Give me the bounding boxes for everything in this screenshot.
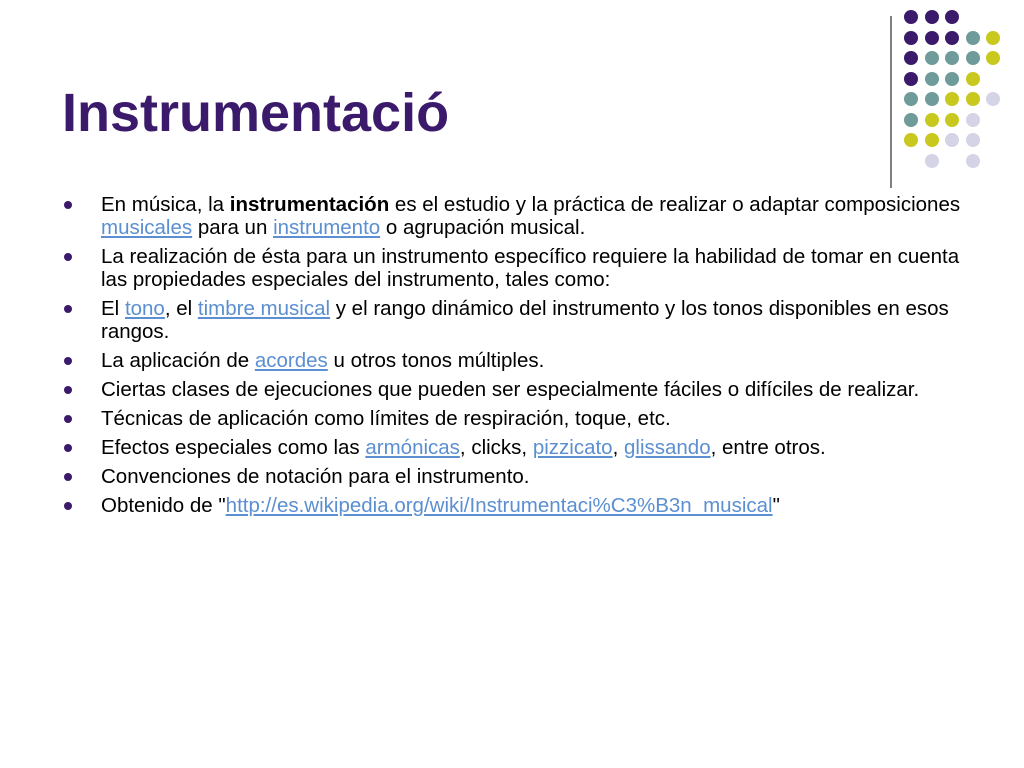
bullet-item [62,378,982,401]
decorative-dot-yellow [945,113,959,127]
decorative-dot-teal [966,31,980,45]
slide-title: Instrumentació [62,83,450,143]
bullet-text [101,245,959,291]
hyperlink[interactable]: pizzicato [532,436,613,459]
text-run: Técnicas de aplicación como límites de respiración, toque, etc. [101,407,671,430]
decorative-dot-lavender [966,154,980,168]
bullet-text [101,494,780,517]
decorative-dot-teal [925,92,939,106]
decorative-dot-yellow [966,92,980,106]
decorative-dot-yellow [986,31,1000,45]
decorative-dot-purple [945,10,959,24]
hyperlink[interactable]: musicales [101,216,193,239]
hyperlink[interactable]: tono [124,297,165,320]
vertical-divider [890,16,892,188]
decorative-dot-yellow [925,133,939,147]
bold-term: instrumentación [229,193,390,216]
bullet-text [101,349,544,372]
bullet-dot-icon [64,473,72,481]
bullet-text [101,297,949,343]
text-run: , entre otros. [710,436,826,459]
bullet-dot-icon [64,502,72,510]
hyperlink[interactable]: instrumento [273,216,381,239]
text-run: " [772,494,780,517]
bullet-dot-icon [64,253,72,261]
text-run: u otros tonos múltiples. [327,349,545,372]
text-run: para un [192,216,274,239]
decorative-dot-purple [925,31,939,45]
bullet-item [62,465,982,488]
decorative-dot-purple [904,31,918,45]
text-run: La aplicación de [101,349,255,372]
text-run: La realización de ésta para un instrumento específico requiere la habilidad de tomar en cuenta las propiedades especiales del instrumento, tales como: [101,245,960,291]
bullet-dot-icon [64,415,72,423]
decorative-dot-purple [904,51,918,65]
bullet-item [62,297,982,343]
hyperlink[interactable]: http://es.wikipedia.org/wiki/Instrumentaci%C3%B3n_musical [225,494,773,517]
text-run: es el estudio y la práctica de realizar o adaptar composiciones [389,193,961,216]
bullet-text [101,407,671,430]
bullet-dot-icon [64,305,72,313]
bullet-item [62,193,982,239]
bullet-item [62,494,982,517]
hyperlink[interactable]: timbre musical [197,297,331,320]
text-run: En música, la [101,193,230,216]
decorative-dot-yellow [925,113,939,127]
bullet-list [62,193,982,523]
text-run: o agrupación musical. [380,216,586,239]
decorative-dot-purple [904,72,918,86]
decorative-dot-lavender [945,133,959,147]
bullet-dot-icon [64,386,72,394]
decorative-dot-teal [945,72,959,86]
decorative-dot-teal [904,113,918,127]
bullet-dot-icon [64,201,72,209]
decorative-dot-yellow [966,72,980,86]
hyperlink[interactable]: acordes [254,349,328,372]
hyperlink[interactable]: armónicas [365,436,460,459]
text-run: , clicks, [459,436,533,459]
decorative-dot-yellow [986,51,1000,65]
text-run: y el rango dinámico del instrumento y los tonos disponibles en esos rangos. [101,297,949,343]
bullet-item [62,436,982,459]
bullet-text [101,378,919,401]
decorative-dot-purple [904,10,918,24]
decorative-dot-yellow [945,92,959,106]
text-run: Ciertas clases de ejecuciones que pueden ser especialmente fáciles o difíciles de realizar. [101,378,920,401]
bullet-text [101,193,960,239]
decorative-dot-purple [925,10,939,24]
text-run: Efectos especiales como las [101,436,366,459]
bullet-item [62,245,982,291]
decorative-dot-grid [904,10,1014,170]
bullet-dot-icon [64,357,72,365]
text-run: , [612,436,624,459]
bullet-text [101,465,530,488]
bullet-dot-icon [64,444,72,452]
decorative-dot-yellow [904,133,918,147]
text-run: Obtenido de " [101,494,226,517]
text-run: El [101,297,125,320]
text-run: Convenciones de notación para el instrumento. [101,465,530,488]
bullet-text [101,436,826,459]
text-run: , el [164,297,198,320]
decorative-dot-teal [904,92,918,106]
decorative-dot-lavender [966,133,980,147]
hyperlink[interactable]: glissando [624,436,711,459]
decorative-dot-lavender [986,92,1000,106]
decorative-dot-purple [945,31,959,45]
decorative-dot-lavender [925,154,939,168]
decorative-dot-teal [925,51,939,65]
decorative-dot-teal [966,51,980,65]
decorative-dot-teal [925,72,939,86]
decorative-dot-lavender [966,113,980,127]
decorative-dot-teal [945,51,959,65]
bullet-item [62,349,982,372]
bullet-item [62,407,982,430]
